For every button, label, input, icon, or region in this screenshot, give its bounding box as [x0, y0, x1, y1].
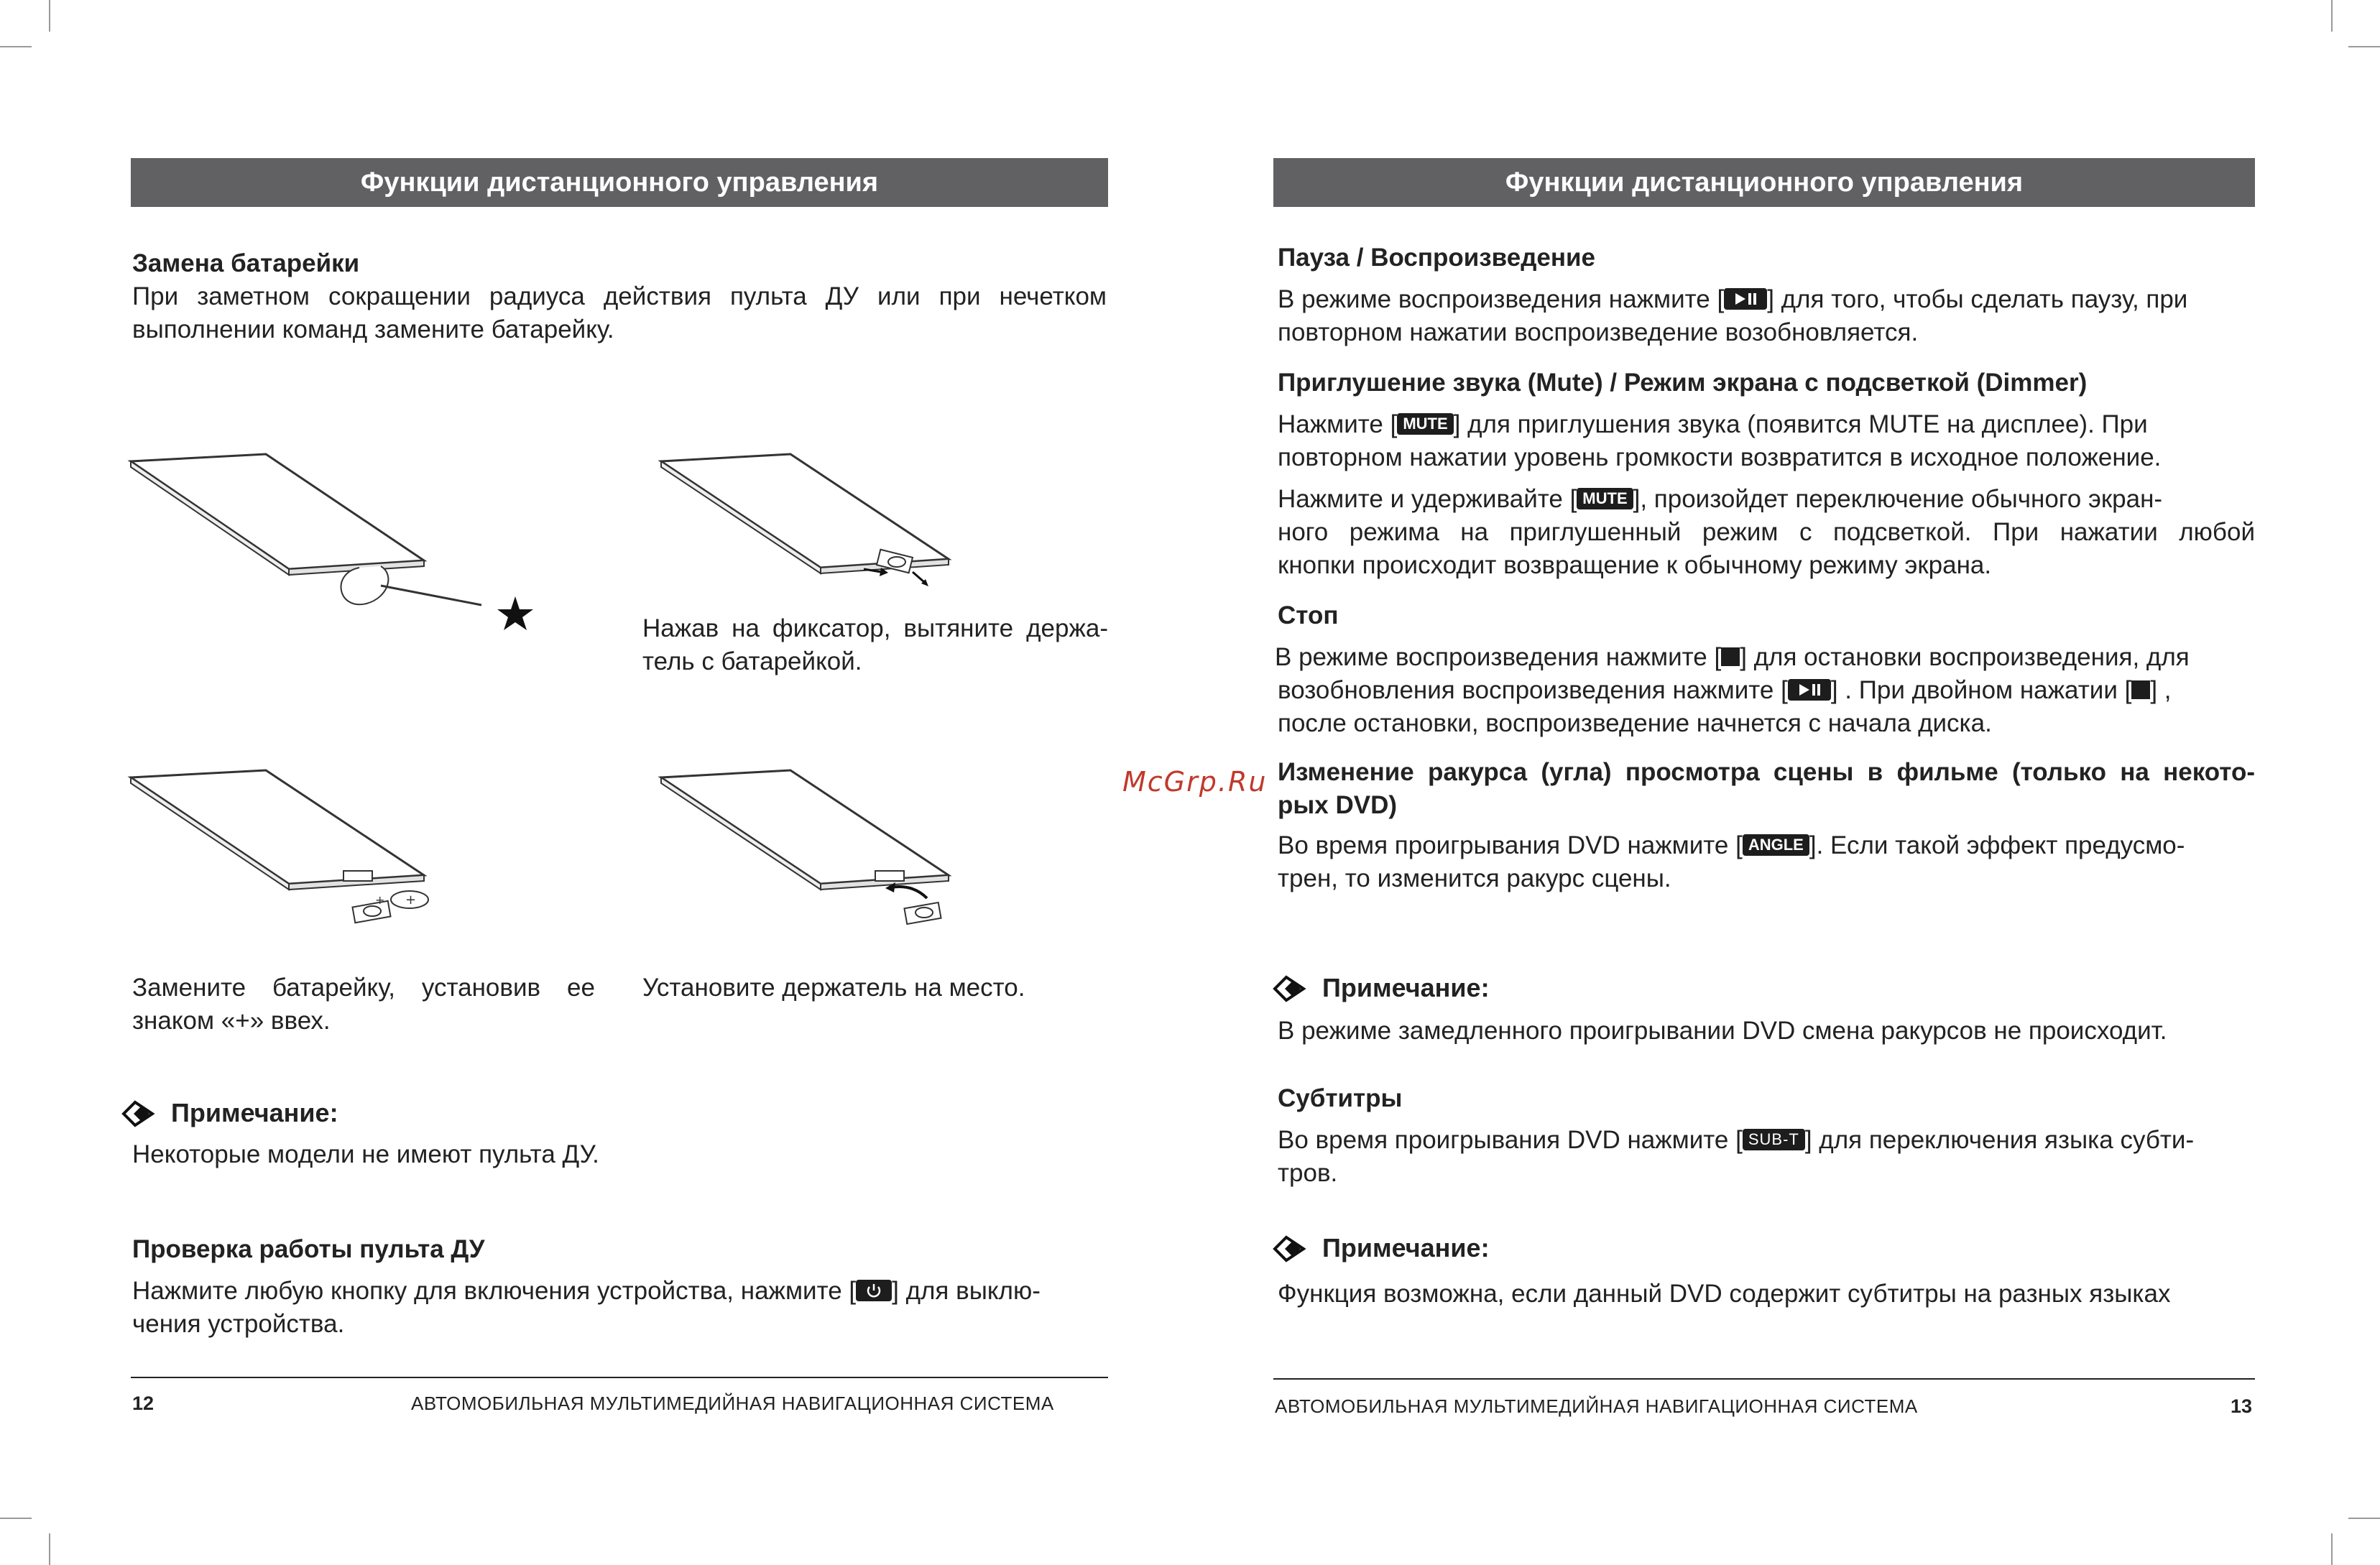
mute-p1-line1 — [1278, 408, 2255, 441]
crop-mark — [49, 0, 50, 32]
pause-line1 — [1278, 283, 2255, 316]
angle-button: ANGLE — [1743, 834, 1809, 856]
mute-button: MUTE — [1577, 488, 1633, 509]
right-note1-title: Примечание: — [1322, 973, 1490, 1002]
mute-p1-line1-after: ] для приглушения звука (появится MUTE на дисплее). При — [1453, 410, 2148, 438]
stop-line1-before: В режиме воспроизведения нажмите [ — [1275, 643, 1722, 671]
mute-p1-line1-before: Нажмите [ — [1278, 410, 1398, 438]
remote-illustration-4 — [654, 762, 970, 934]
pause-line1-after: ] для того, чтобы сделать паузу, при — [1767, 285, 2188, 313]
caption-install: Установите держатель на место. — [642, 974, 1025, 1002]
pause-line2: повторном нажатии воспроизведение возобновляется. — [1278, 318, 1919, 346]
angle-title-line1: Изменение ракурса (угла) просмотра сцены в фильме (только на некото- — [1278, 758, 2255, 786]
pause-title: Пауза / Воспроизведение — [1278, 244, 1595, 272]
right-page-header: Функции дистанционного управления — [1273, 158, 2255, 207]
stop-icon — [2131, 680, 2150, 699]
check-line2: чения устройства. — [132, 1310, 345, 1338]
svg-text:+: + — [405, 892, 417, 908]
right-footer: АВТОМОБИЛЬНАЯ МУЛЬТИМЕДИЙНАЯ НАВИГАЦИОННАЯ СИСТЕМА — [1275, 1395, 1918, 1417]
crop-mark — [0, 1518, 32, 1519]
angle-line1-after: ]. Если такой эффект предусмо- — [1809, 831, 2185, 859]
mute-p2-line1-before: Нажмите и удерживайте [ — [1278, 485, 1577, 513]
left-footer-rule — [131, 1377, 1108, 1378]
crop-mark — [2331, 1533, 2333, 1565]
mute-p2-line2: ного режима на приглушенный режим с подсветкой. При нажатии любой — [1278, 518, 2255, 546]
note-icon — [121, 1099, 155, 1128]
stop-line2-after: ] , — [2150, 676, 2172, 704]
remote-illustration-1 — [122, 446, 553, 632]
subtitles-line1-after: ] для переключения языка субти- — [1804, 1126, 2195, 1154]
check-line1-before: Нажмите любую кнопку для включения устройства, нажмите [ — [132, 1277, 857, 1305]
power-icon — [863, 1283, 885, 1298]
right-note2-text: Функция возможна, если данный DVD содержит субтитры на разных языках — [1278, 1280, 2171, 1308]
angle-line2: трен, то изменится ракурс сцены. — [1278, 864, 1671, 892]
right-note2-title: Примечание: — [1322, 1233, 1490, 1262]
check-line1-after: ] для выклю- — [892, 1277, 1041, 1305]
mute-title: Приглушение звука (Mute) / Режим экрана с подсветкой (Dimmer) — [1278, 369, 2088, 397]
check-title: Проверка работы пульта ДУ — [132, 1235, 485, 1263]
stop-line2-before: возобновления воспроизведения нажмите [ — [1278, 676, 1788, 704]
stop-line2-mid: ] . При двойном нажатии [ — [1830, 676, 2132, 704]
stop-icon — [1721, 647, 1740, 666]
right-note1-text: В режиме замедленного проигрывании DVD смена ракурсов не происходит. — [1278, 1017, 2167, 1045]
remote-illustration-3 — [122, 762, 438, 934]
mute-p1-line2: повторном нажатии уровень громкости возвратится в исходное положение. — [1278, 443, 2162, 471]
stop-line2 — [1278, 674, 2256, 707]
sub-t-button: SUB-T — [1743, 1129, 1805, 1150]
battery-title: Замена батарейки — [132, 249, 360, 277]
crop-mark — [0, 46, 32, 47]
stop-title: Стоп — [1278, 601, 1339, 629]
angle-line1-before: Во время проигрывания DVD нажмите [ — [1278, 831, 1743, 859]
subtitles-line1 — [1278, 1124, 2255, 1157]
play-pause-icon — [1794, 683, 1825, 697]
battery-text-line2: выполнении команд замените батарейку. — [132, 315, 614, 343]
remote-illustration-2 — [654, 446, 970, 604]
battery-text-line1: При заметном сокращении радиуса действия пульта ДУ или при нечетком — [132, 282, 1107, 310]
play-pause-icon — [1730, 292, 1761, 306]
check-line1 — [132, 1275, 1110, 1308]
right-footer-rule — [1273, 1378, 2255, 1380]
mute-p2-line1-after: ], произойдет переключение обычного экран- — [1633, 485, 2163, 513]
pause-line1-before: В режиме воспроизведения нажмите [ — [1278, 285, 1725, 313]
power-button — [856, 1280, 892, 1301]
crop-mark — [2331, 0, 2333, 32]
left-page-header: Функции дистанционного управления — [131, 158, 1108, 207]
left-note-text: Некоторые модели не имеют пульта ДУ. — [132, 1140, 599, 1168]
stop-line1-after: ] для остановки воспроизведения, для — [1740, 643, 2190, 671]
note-icon — [1272, 974, 1306, 1003]
caption-release-line2: тель с батарейкой. — [642, 647, 862, 675]
watermark: McGrp.Ru — [1122, 766, 1268, 798]
stop-line3: после остановки, воспроизведение начнется с начала диска. — [1278, 709, 1992, 737]
caption-release-line1: Нажав на фиксатор, вытяните держа- — [642, 614, 1108, 642]
right-page-number: 13 — [2231, 1395, 2253, 1417]
left-footer: АВТОМОБИЛЬНАЯ МУЛЬТИМЕДИЙНАЯ НАВИГАЦИОННАЯ СИСТЕМА — [411, 1393, 1054, 1414]
svg-text:+: + — [375, 893, 385, 907]
note-icon — [1272, 1234, 1306, 1263]
mute-p2-line1 — [1278, 483, 2255, 516]
crop-mark — [2348, 1518, 2380, 1519]
mute-button: MUTE — [1397, 413, 1453, 435]
left-page-number: 12 — [132, 1393, 154, 1414]
subtitles-title: Субтитры — [1278, 1084, 1403, 1112]
crop-mark — [49, 1533, 50, 1565]
mute-p2-line3: кнопки происходит возвращение к обычному режиму экрана. — [1278, 551, 1992, 579]
angle-line1 — [1278, 829, 2255, 862]
play-pause-button — [1788, 679, 1831, 701]
caption-replace-line2: знаком «+» ввех. — [132, 1007, 331, 1035]
stop-line1 — [1275, 641, 2256, 674]
subtitles-line1-before: Во время проигрывания DVD нажмите [ — [1278, 1126, 1743, 1154]
play-pause-button — [1724, 288, 1767, 310]
subtitles-line2: тров. — [1278, 1159, 1338, 1187]
crop-mark — [2348, 46, 2380, 47]
left-note-title: Примечание: — [171, 1098, 338, 1127]
angle-title-line2: рых DVD) — [1278, 791, 1398, 819]
caption-replace-line1: Замените батарейку, установив ее — [132, 974, 595, 1002]
